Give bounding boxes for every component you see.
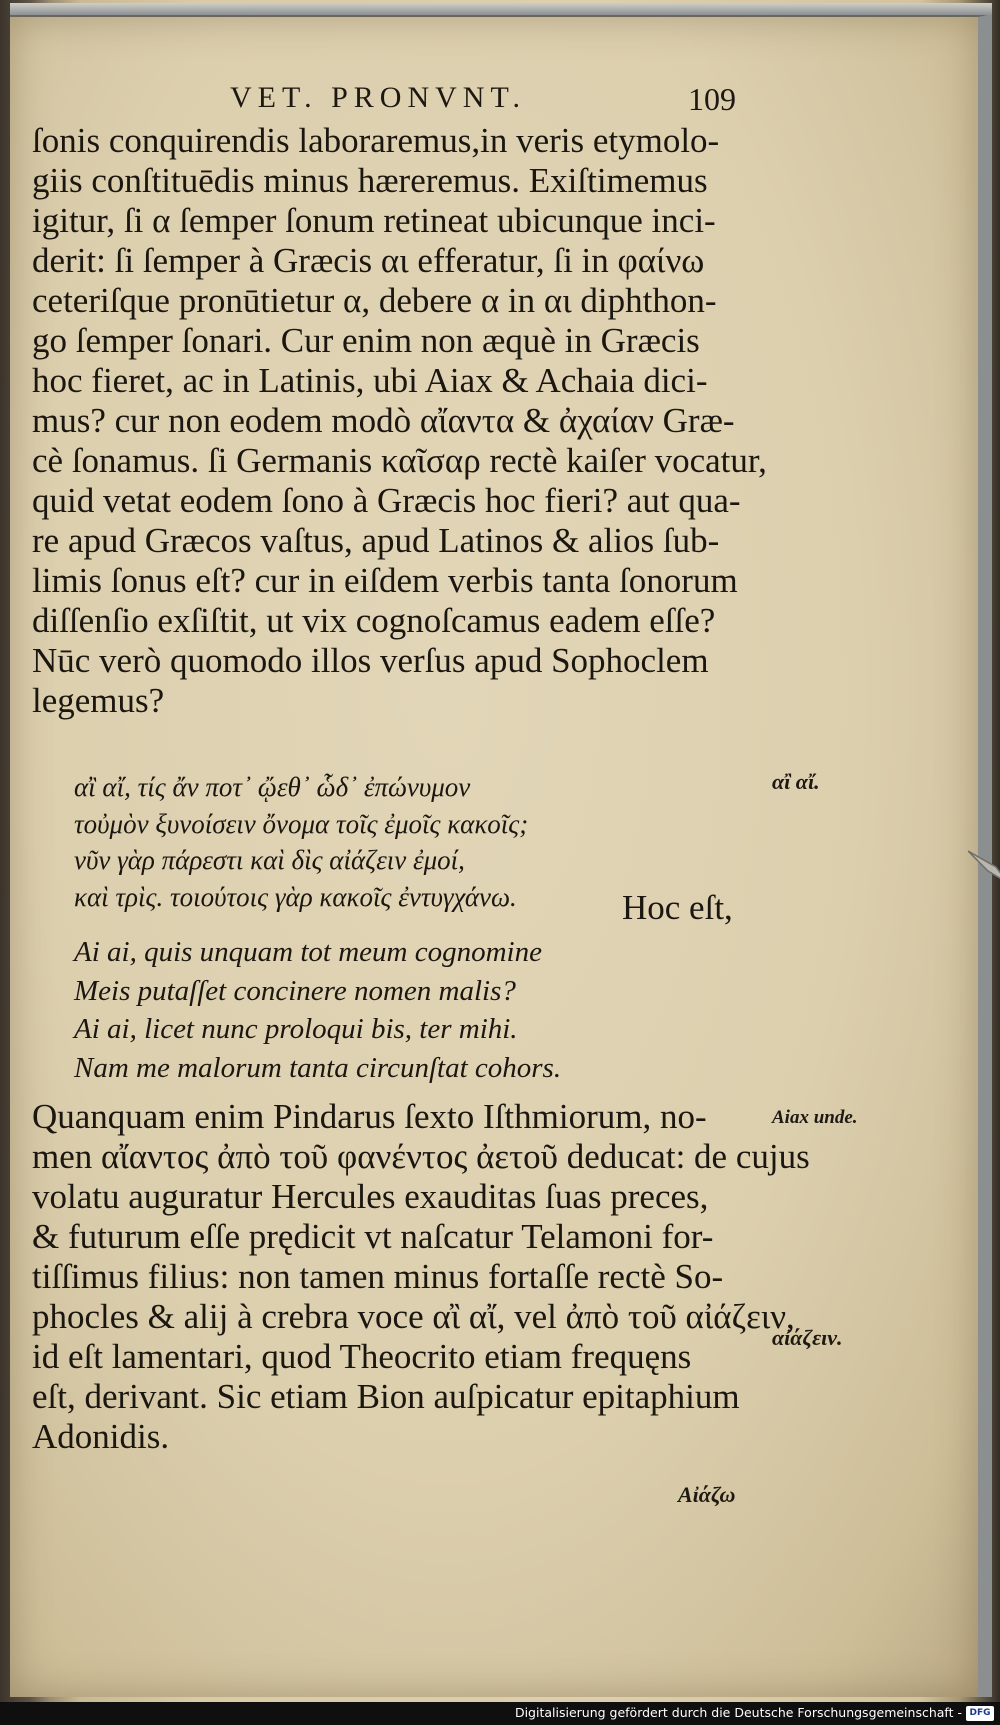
running-head-title: VET. PRONVNT. bbox=[230, 81, 527, 114]
hoc-est-label: Hoc eſt, bbox=[622, 888, 733, 927]
verse-line: νῦν γὰρ πάρεστι καὶ δὶς αἰάζειν ἐμοί, bbox=[74, 845, 465, 876]
prose-block-1 bbox=[32, 121, 792, 721]
text-line: limis ſonus eſt? cur in eiſdem verbis tanta ſonorum bbox=[32, 561, 738, 600]
verse-line: Nam me malorum tanta circunſtat cohors. bbox=[74, 1051, 562, 1084]
verse-line: Ai ai, licet nunc proloqui bis, ter mihi. bbox=[74, 1013, 518, 1045]
marginal-note: αἰάζειν. bbox=[772, 1325, 843, 1350]
book-page bbox=[10, 14, 992, 1697]
marginal-note: Αἰάζω bbox=[678, 1482, 736, 1507]
text-line: tiſſimus filius: non tamen minus fortaſſe rectè So- bbox=[32, 1257, 724, 1296]
verse-line: Ai ai, quis unquam tot meum cognomine bbox=[74, 936, 542, 968]
text-line: igitur, ſi α ſemper ſonum retineat ubicunque inci- bbox=[32, 201, 716, 240]
verse-line: καὶ τρὶς. τοιούτοις γὰρ κακοῖς ἐντυγχάνω. bbox=[74, 881, 517, 912]
text-line: mus? cur non eodem modò αἴαντα & ἀχαίαν Græ- bbox=[32, 401, 735, 440]
text-line: quid vetat eodem ſono à Græcis hoc fieri? aut qua- bbox=[32, 481, 741, 520]
text-line: hoc fieret, ac in Latinis, ubi Aiax & Achaia dici- bbox=[32, 361, 708, 400]
funding-notice: Digitalisierung gefördert durch die Deutsche Forschungsgemeinschaft - bbox=[514, 1705, 962, 1720]
text-line: diſſenſio exſiſtit, ut vix cognoſcamus eadem eſſe? bbox=[32, 601, 716, 640]
text-line: phocles & alij à crebra voce αἲ αἴ, vel ἀπὸ τοῦ αἰάζειν, bbox=[32, 1297, 795, 1336]
text-line: eſt, derivant. Sic etiam Bion auſpicatur epitaphium bbox=[32, 1377, 740, 1416]
text-line: derit: ſi ſemper à Græcis αι efferatur, ſi in φαίνω bbox=[32, 241, 705, 280]
footer-bar bbox=[0, 1702, 1000, 1725]
text-line: Adonidis. bbox=[32, 1417, 170, 1456]
text-line: Nūc verò quomodo illos verſus apud Sophoclem bbox=[32, 641, 709, 680]
marginal-note: αἲ αἴ. bbox=[772, 769, 820, 794]
text-line: & futurum eſſe prędicit vt naſcatur Telamoni for- bbox=[32, 1217, 714, 1256]
text-line: giis conſtituēdis minus hæreremus. Exiſtimemus bbox=[32, 161, 708, 200]
text-line: ceteriſque pronūtietur α, debere α in αι diphthon- bbox=[32, 281, 717, 320]
greek-verse bbox=[74, 769, 634, 915]
running-head bbox=[10, 81, 978, 125]
marginal-note: Aiax unde. bbox=[772, 1107, 858, 1128]
page-number: 109 bbox=[688, 81, 736, 117]
prose-block-2 bbox=[32, 1097, 810, 1457]
text-line: cè ſonamus. ſi Germanis καῖσαρ rectè kaiſer vocatur, bbox=[32, 441, 767, 480]
dfg-logo: DFG bbox=[966, 1706, 994, 1721]
text-line: men αἴαντος ἀπὸ τοῦ φανέντος ἀετοῦ deducat: de cujus bbox=[32, 1137, 810, 1176]
text-line: Quanquam enim Pindarus ſexto Iſthmiorum, no- bbox=[32, 1097, 707, 1136]
latin-verse bbox=[74, 933, 634, 1087]
text-line: legemus? bbox=[32, 681, 165, 720]
verse-line: τοὐμὸν ξυνοίσειν ὄνομα τοῖς ἐμοῖς κακοῖς; bbox=[74, 808, 529, 839]
verse-line: Meis putaſſet concinere nomen malis? bbox=[74, 974, 516, 1007]
text-line: id eſt lamentari, quod Theocrito etiam frequęns bbox=[32, 1337, 692, 1376]
page-tab-icon bbox=[968, 847, 1000, 887]
text-line: go ſemper ſonari. Cur enim non æquè in Græcis bbox=[32, 321, 700, 360]
text-line: ſonis conquirendis laboraremus,in veris etymolo- bbox=[32, 121, 720, 160]
verse-line: αἲ αἴ, τίς ἄν ποτ᾽ ᾤεθ᾽ ὧδ᾽ ἐπώνυμον bbox=[74, 772, 471, 802]
text-line: re apud Græcos vaſtus, apud Latinos & alios ſub- bbox=[32, 521, 720, 560]
text-line: volatu auguratur Hercules exauditas ſuas preces, bbox=[32, 1177, 709, 1216]
